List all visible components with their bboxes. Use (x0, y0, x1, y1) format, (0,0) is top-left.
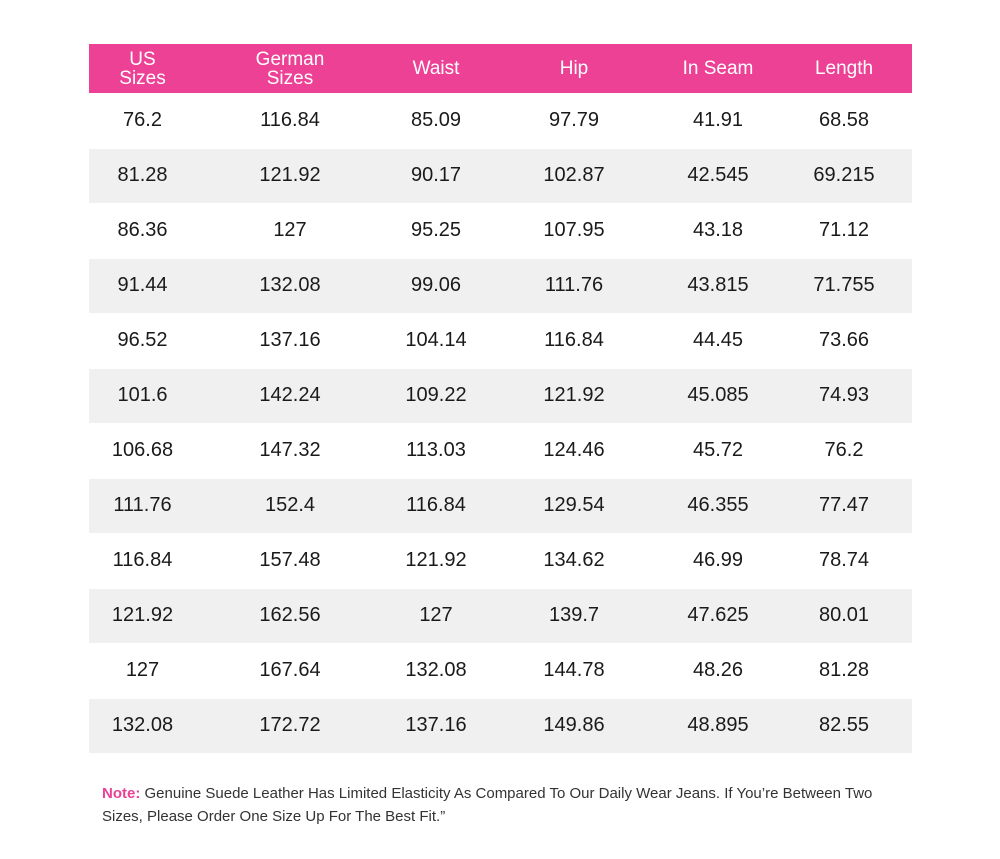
cell-us-sizes: 86.36 (89, 203, 196, 258)
cell-german-sizes: 157.48 (196, 533, 384, 588)
header-row (89, 44, 912, 93)
cell-waist: 95.25 (384, 203, 488, 258)
cell-hip: 111.76 (488, 258, 660, 313)
cell-us-sizes: 81.28 (89, 148, 196, 203)
cell-in-seam: 42.545 (660, 148, 776, 203)
column-header-label: Hip (559, 58, 589, 79)
cell-in-seam: 43.815 (660, 258, 776, 313)
cell-german-sizes: 137.16 (196, 313, 384, 368)
cell-waist: 104.14 (384, 313, 488, 368)
table-row (89, 258, 912, 313)
cell-length: 68.58 (776, 93, 912, 148)
column-header-label: In Seam (682, 58, 754, 79)
table-row (89, 93, 912, 148)
table-row (89, 148, 912, 203)
table-row (89, 533, 912, 588)
cell-us-sizes: 96.52 (89, 313, 196, 368)
size-chart-table (89, 44, 912, 754)
cell-length: 78.74 (776, 533, 912, 588)
table-row (89, 368, 912, 423)
cell-us-sizes: 127 (89, 643, 196, 698)
cell-length: 73.66 (776, 313, 912, 368)
cell-hip: 149.86 (488, 698, 660, 753)
note-label: Note: (102, 785, 141, 802)
cell-waist: 85.09 (384, 93, 488, 148)
table-row (89, 698, 912, 753)
cell-length: 80.01 (776, 588, 912, 643)
cell-hip: 129.54 (488, 478, 660, 533)
column-header-length (776, 44, 912, 93)
column-header-label: Waist (412, 58, 460, 79)
cell-waist: 121.92 (384, 533, 488, 588)
cell-waist: 109.22 (384, 368, 488, 423)
cell-in-seam: 47.625 (660, 588, 776, 643)
cell-hip: 144.78 (488, 643, 660, 698)
cell-waist: 137.16 (384, 698, 488, 753)
column-header-us-sizes (89, 44, 196, 93)
cell-in-seam: 41.91 (660, 93, 776, 148)
cell-us-sizes: 132.08 (89, 698, 196, 753)
cell-german-sizes: 172.72 (196, 698, 384, 753)
column-header-label: US Sizes (119, 48, 166, 89)
table-row (89, 313, 912, 368)
cell-us-sizes: 116.84 (89, 533, 196, 588)
cell-waist: 99.06 (384, 258, 488, 313)
cell-german-sizes: 127 (196, 203, 384, 258)
cell-in-seam: 45.085 (660, 368, 776, 423)
cell-us-sizes: 76.2 (89, 93, 196, 148)
cell-german-sizes: 142.24 (196, 368, 384, 423)
cell-length: 76.2 (776, 423, 912, 478)
column-header-label: German Sizes (255, 48, 325, 89)
cell-german-sizes: 162.56 (196, 588, 384, 643)
cell-hip: 107.95 (488, 203, 660, 258)
cell-german-sizes: 116.84 (196, 93, 384, 148)
cell-length: 71.12 (776, 203, 912, 258)
cell-hip: 124.46 (488, 423, 660, 478)
cell-length: 74.93 (776, 368, 912, 423)
cell-waist: 90.17 (384, 148, 488, 203)
note-text (102, 782, 902, 828)
cell-length: 77.47 (776, 478, 912, 533)
cell-length: 71.755 (776, 258, 912, 313)
cell-german-sizes: 147.32 (196, 423, 384, 478)
cell-hip: 121.92 (488, 368, 660, 423)
cell-in-seam: 43.18 (660, 203, 776, 258)
cell-in-seam: 48.895 (660, 698, 776, 753)
cell-us-sizes: 106.68 (89, 423, 196, 478)
cell-waist: 116.84 (384, 478, 488, 533)
column-header-label: Length (814, 58, 874, 79)
cell-us-sizes: 111.76 (89, 478, 196, 533)
table-row (89, 423, 912, 478)
cell-in-seam: 46.99 (660, 533, 776, 588)
cell-in-seam: 46.355 (660, 478, 776, 533)
cell-german-sizes: 121.92 (196, 148, 384, 203)
cell-german-sizes: 167.64 (196, 643, 384, 698)
column-header-german-sizes (196, 44, 384, 93)
table-row (89, 588, 912, 643)
cell-length: 82.55 (776, 698, 912, 753)
cell-us-sizes: 91.44 (89, 258, 196, 313)
cell-hip: 139.7 (488, 588, 660, 643)
table-row (89, 203, 912, 258)
cell-in-seam: 48.26 (660, 643, 776, 698)
cell-in-seam: 45.72 (660, 423, 776, 478)
table-header (89, 44, 912, 93)
cell-waist: 132.08 (384, 643, 488, 698)
cell-german-sizes: 152.4 (196, 478, 384, 533)
column-header-in-seam (660, 44, 776, 93)
cell-us-sizes: 121.92 (89, 588, 196, 643)
cell-hip: 97.79 (488, 93, 660, 148)
column-header-waist (384, 44, 488, 93)
cell-in-seam: 44.45 (660, 313, 776, 368)
table-body (89, 93, 912, 753)
cell-us-sizes: 101.6 (89, 368, 196, 423)
cell-length: 69.215 (776, 148, 912, 203)
cell-hip: 134.62 (488, 533, 660, 588)
table-row (89, 643, 912, 698)
cell-hip: 102.87 (488, 148, 660, 203)
table-row (89, 478, 912, 533)
cell-waist: 113.03 (384, 423, 488, 478)
column-header-hip (488, 44, 660, 93)
cell-waist: 127 (384, 588, 488, 643)
note-body: Genuine Suede Leather Has Limited Elasticity As Compared To Our Daily Wear Jeans. If You’re Between Two Sizes, Please Order One Size Up For The Best Fit.” (102, 785, 873, 825)
cell-german-sizes: 132.08 (196, 258, 384, 313)
cell-length: 81.28 (776, 643, 912, 698)
cell-hip: 116.84 (488, 313, 660, 368)
